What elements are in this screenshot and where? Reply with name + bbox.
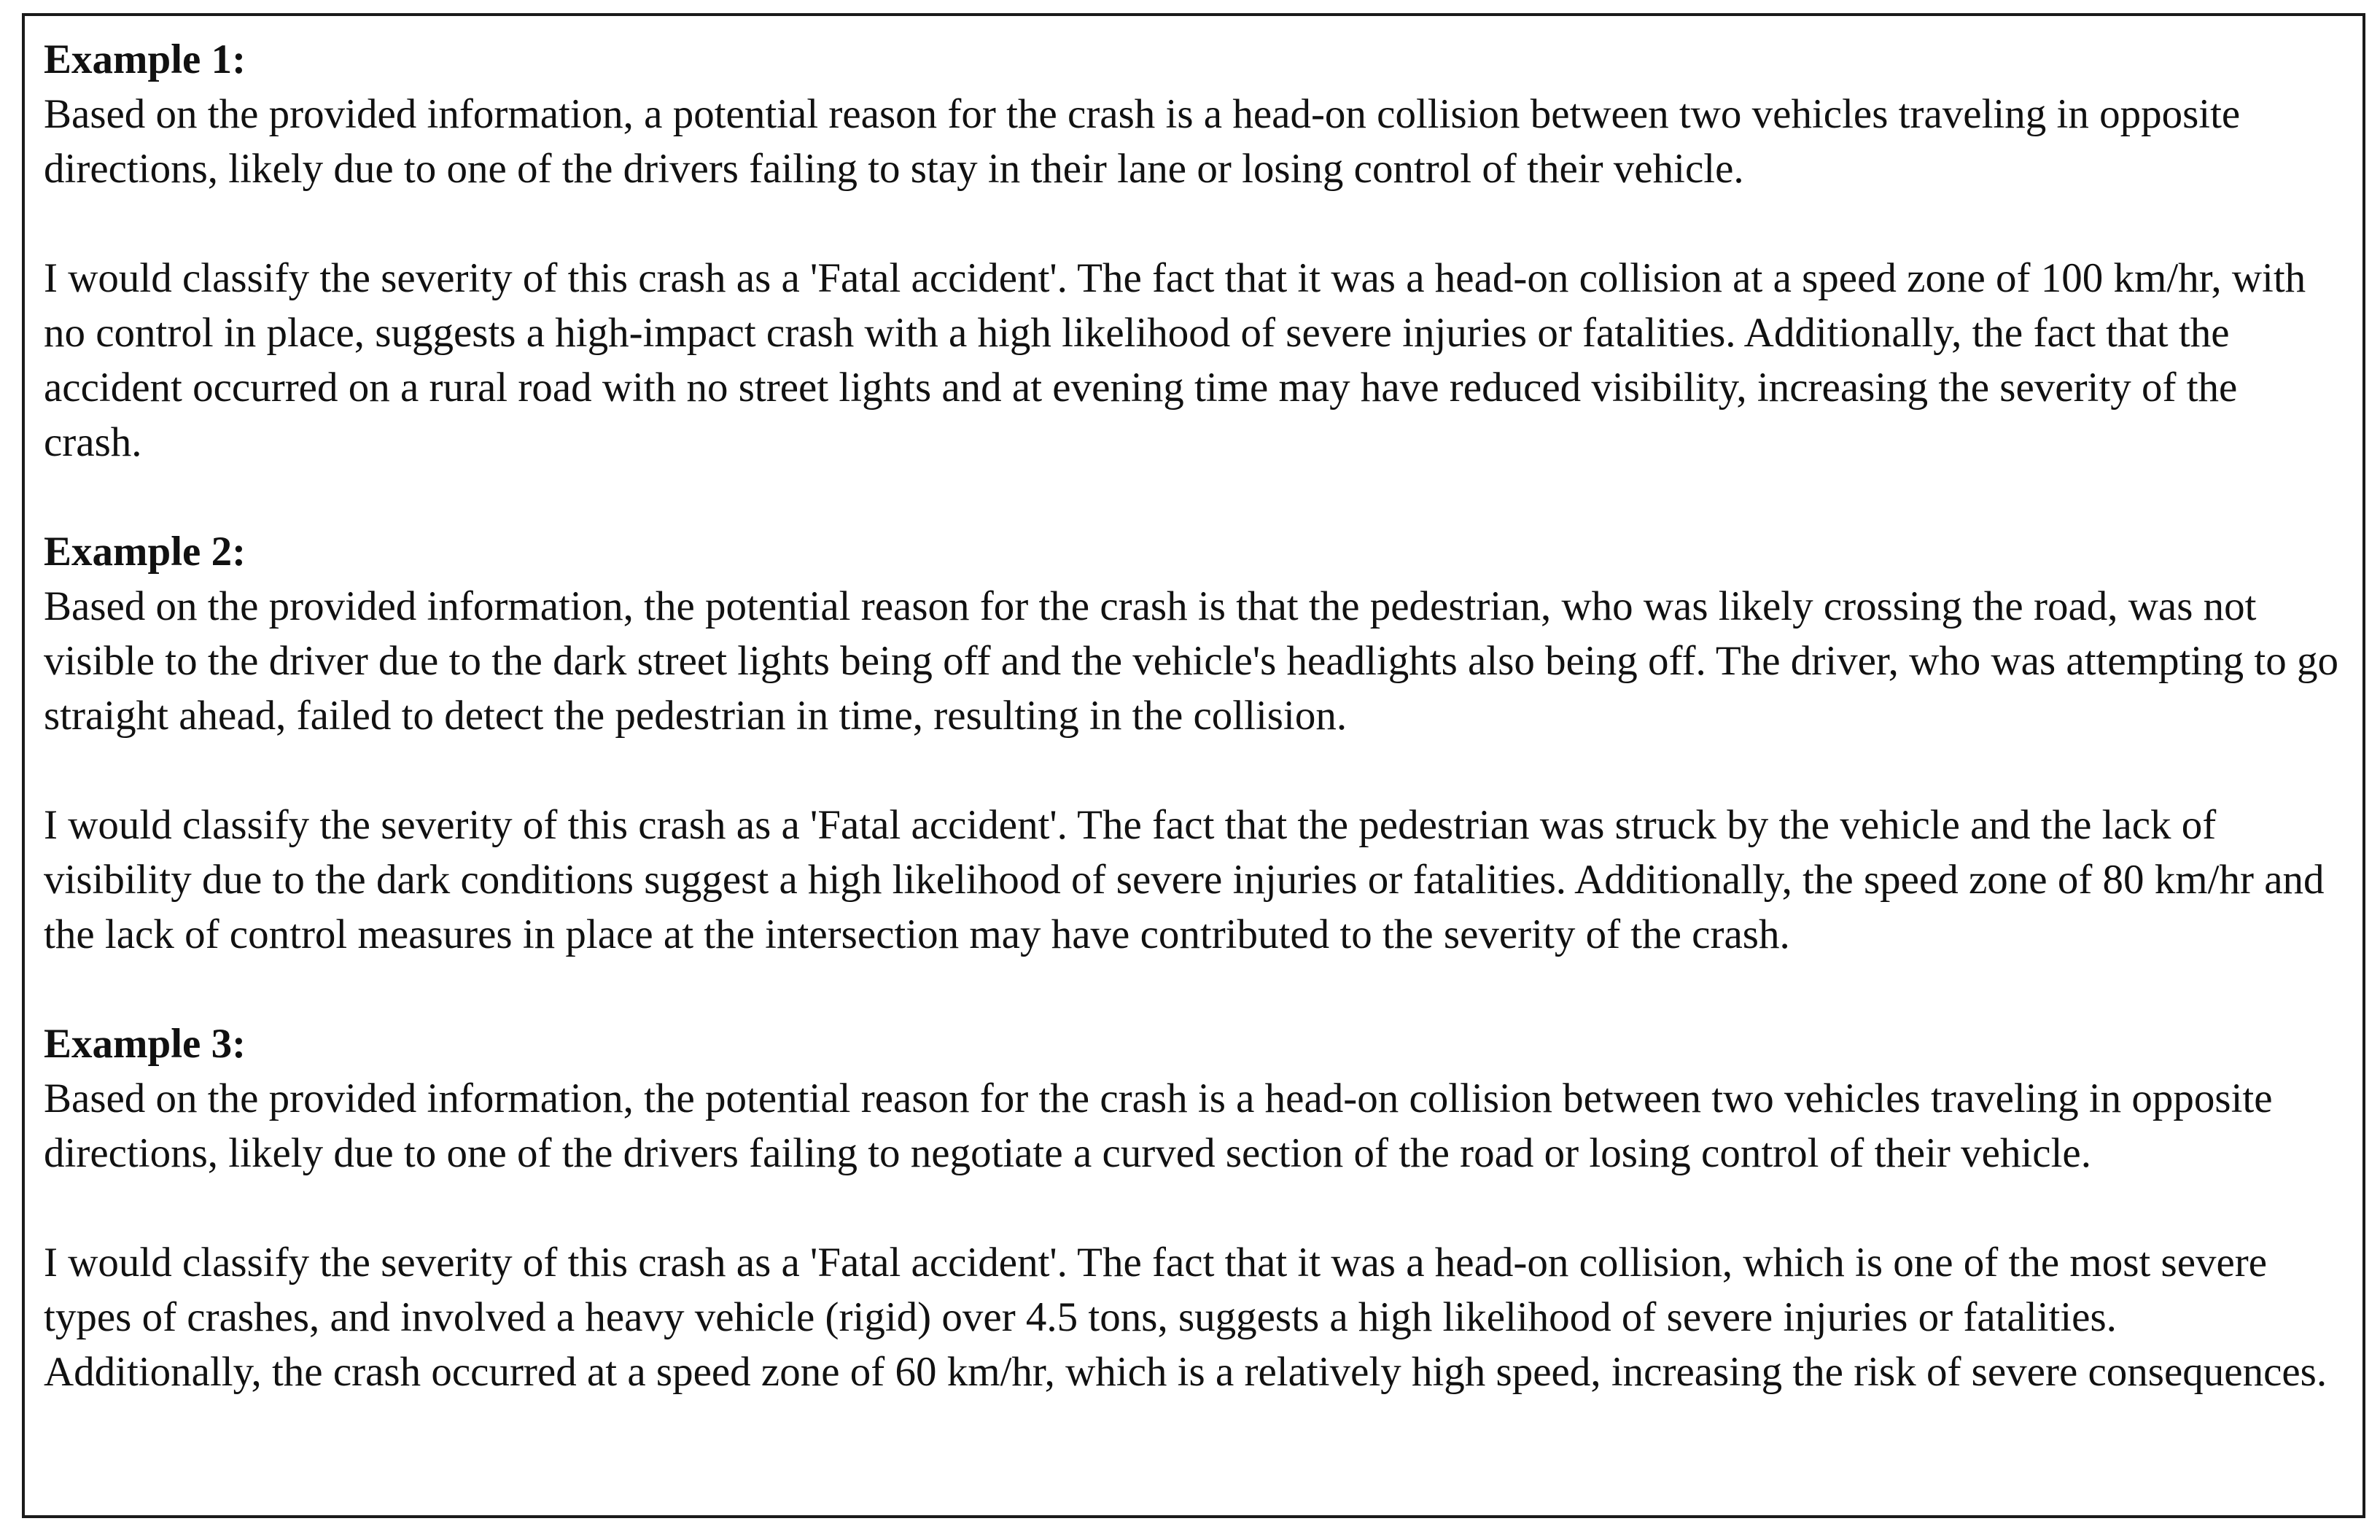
example-3 bbox=[44, 1016, 2341, 1399]
paragraph-gap bbox=[44, 1181, 2341, 1235]
example-2-severity: I would classify the severity of this crash as a 'Fatal accident'. The fact that the pedestrian was struck by the vehicle and the lack of visibility due to the dark conditions suggest a high likelihood of severe injuries or fatalities. Additionally, the speed zone of 80 km/hr and the lack of control measures in place at the intersection may have contributed to the severity of the crash. bbox=[44, 802, 2325, 957]
example-2-reason: Based on the provided information, the potential reason for the crash is that the pedestrian, who was likely crossing the road, was not visible to the driver due to the dark street lights being off and the vehicle's headlights also being off. The driver, who was attempting to go straight ahead, failed to detect the pedestrian in time, resulting in the collision. bbox=[44, 583, 2339, 739]
example-1-reason: Based on the provided information, a potential reason for the crash is a head-on collision between two vehicles traveling in opposite directions, likely due to one of the drivers failing to stay in their lane or losing control of their vehicle. bbox=[44, 91, 2241, 192]
example-3-reason: Based on the provided information, the potential reason for the crash is a head-on collision between two vehicles traveling in opposite directions, likely due to one of the drivers failing to negotiate a curved section of the road or losing control of their vehicle. bbox=[44, 1076, 2273, 1176]
example-2 bbox=[44, 524, 2341, 962]
example-2-heading: Example 2: bbox=[44, 529, 246, 575]
paragraph-gap bbox=[44, 196, 2341, 251]
example-3-heading: Example 3: bbox=[44, 1021, 246, 1067]
example-3-severity: I would classify the severity of this crash as a 'Fatal accident'. The fact that it was a head-on collision, which is one of the most severe types of crashes, and involved a heavy vehicle (rigid) over 4.5 tons, suggests a high likelihood of severe injuries or fatalities. Additionally, the crash occurred at a speed zone of 60 km/hr, which is a relatively high speed, increasing the risk of severe consequences. bbox=[44, 1240, 2328, 1395]
example-1-heading: Example 1: bbox=[44, 36, 246, 82]
paragraph-gap bbox=[44, 743, 2341, 798]
example-1 bbox=[44, 32, 2341, 470]
document-frame bbox=[22, 13, 2365, 1518]
example-1-severity: I would classify the severity of this crash as a 'Fatal accident'. The fact that it was a head-on collision at a speed zone of 100 km/hr, with no control in place, suggests a high-impact crash with a high likelihood of severe injuries or fatalities. Additionally, the fact that the accident occurred on a rural road with no street lights and at evening time may have reduced visibility, increasing the severity of the crash. bbox=[44, 255, 2306, 465]
document-content bbox=[44, 32, 2341, 1399]
